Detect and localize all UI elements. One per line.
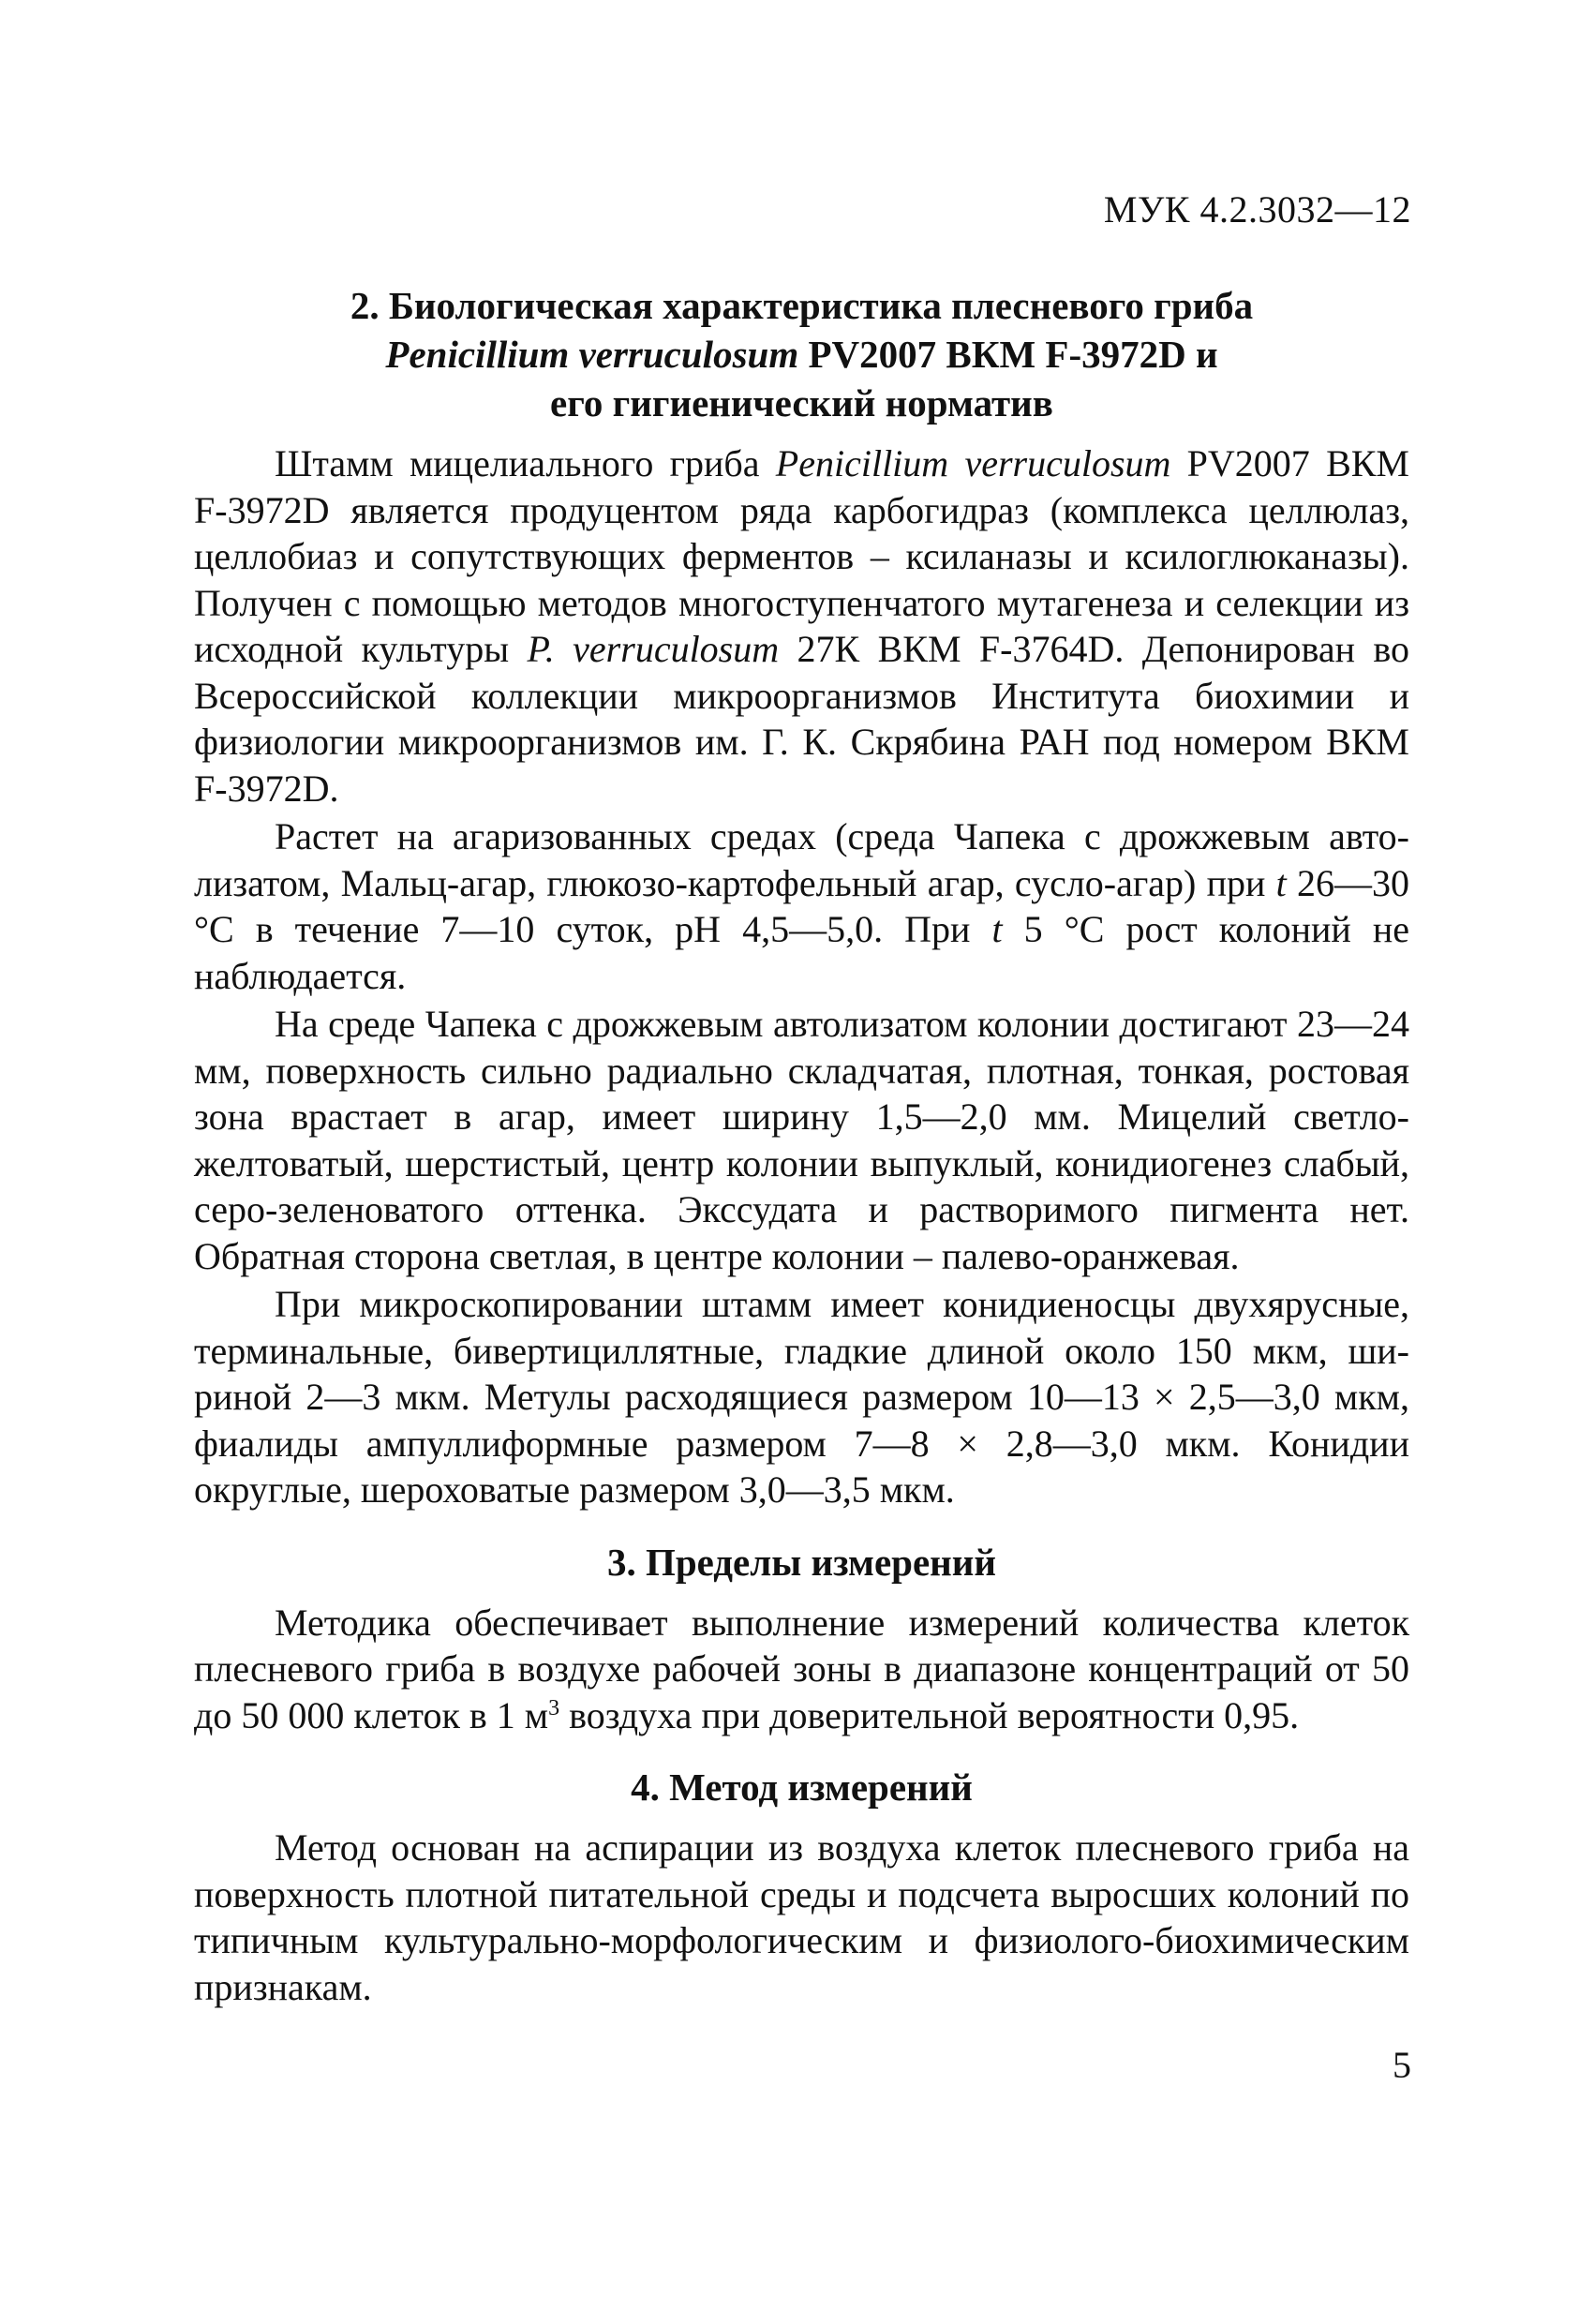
section-2-paragraph-2 (194, 813, 1409, 999)
section-2-title-line-1: 2. Биологическая характеристика плесневого гриба (350, 284, 1254, 327)
section-4-heading: 4. Метод измерений (631, 1765, 973, 1809)
species-name: Penicillium verruculosum (385, 333, 799, 376)
text-run: 5 °С рост колоний не наблюдается. (194, 908, 1410, 997)
section-3-heading: 3. Пределы измерений (606, 1540, 997, 1584)
text-run: PV2007 ВКМ F-3972D является продуцентом ряда карбогидраз (комплекса целлюлаз, целлобиаз и сопутствующих ферментов – ксиланазы и ксилоглюканазы). Получен с помощью методов многоступенчатого мутагенеза и селекции из исходной культуры (194, 442, 1409, 670)
text-run: 26—30 °С в течение 7—10 суток, pH 4,5—5,0. При (194, 861, 1410, 950)
section-3-paragraph-1 (194, 1600, 1409, 1739)
species-name-italic: Penicillium verruculosum (775, 442, 1171, 484)
section-2-paragraph-3: На среде Чапека с дрожжевым автолизатом колонии достигают 23—24 мм, поверхность сильно радиально складчатая, плотная, тонкая, ростовая зона врастает в агар, имеет ширину 1,5—2,0 мм. Мицелий светло-желтоватый, шерстистый, центр колонии выпуклый, конидиогенез слабый, серо-зеленоватого оттенка. Экссудата и растворимого пигмента нет. Обратная сторона светлая, в центре колонии – палево-оранжевая. (194, 1003, 1409, 1277)
section-2-heading (194, 281, 1409, 427)
text-run: Методика обеспечивает выполнение измерений количества клеток плесневого гриба в воздухе рабочей зоны в диапазоне концентраций от 50 до 50 000 клеток в 1 м (194, 1601, 1409, 1736)
text-run: 27К ВКМ F-3764D. Депонирован во Всероссийской коллекции микроорганизмов Института биохимии и физиологии микроорганизмов им. Г. К. Скрябина РАН под номером ВКМ F-3972D. (194, 628, 1409, 810)
document-code-header: МУК 4.2.3032—12 (1103, 188, 1411, 231)
cubic-superscript: 3 (548, 1695, 560, 1721)
text-run: Растет на агаризованных средах (среда Чапека с дрожжевым автолизатом, Мальц-агар, глюкозо-картофельный агар, сусло-агар) при (194, 815, 1409, 904)
strain-code: PV2007 ВКМ F-3972D и (798, 333, 1218, 376)
section-4-paragraph-1: Метод основан на аспирации из воздуха клеток плесневого гриба на поверхность плотной питательной среды и подсчета выросших колоний по типичным культурально-морфологическим и физиолого-биохимическим признакам. (194, 1826, 1409, 2008)
species-abbrev-italic: P. verruculosum (527, 628, 780, 670)
page-number: 5 (1393, 2044, 1411, 2086)
temperature-symbol: t (1275, 861, 1287, 904)
section-2-paragraph-4: При микроскопировании штамм имеет конидиеносцы двухярусные, терминальные, бивертициллятные, гладкие длиной около 150 мкм, шириной 2—3 мкм. Метулы расходящиеся размером 10—13 × 2,5—3,0 мкм, фиалиды ампуллиформные размером 7—8 × 2,8—3,0 мкм. Конидии округлые, шероховатые размером 3,0—3,5 мкм. (194, 1283, 1409, 1511)
text-run: Штамм мицелиального гриба (275, 442, 776, 484)
temperature-symbol: t (991, 908, 1003, 950)
text-run: воздуха при доверительной вероятности 0,95. (559, 1693, 1300, 1736)
section-2-title-line-3: его гигиенический норматив (550, 381, 1053, 425)
section-2-paragraph-1 (194, 440, 1409, 812)
section-2-title-line-2 (194, 330, 1409, 379)
page-content (194, 281, 1409, 2010)
